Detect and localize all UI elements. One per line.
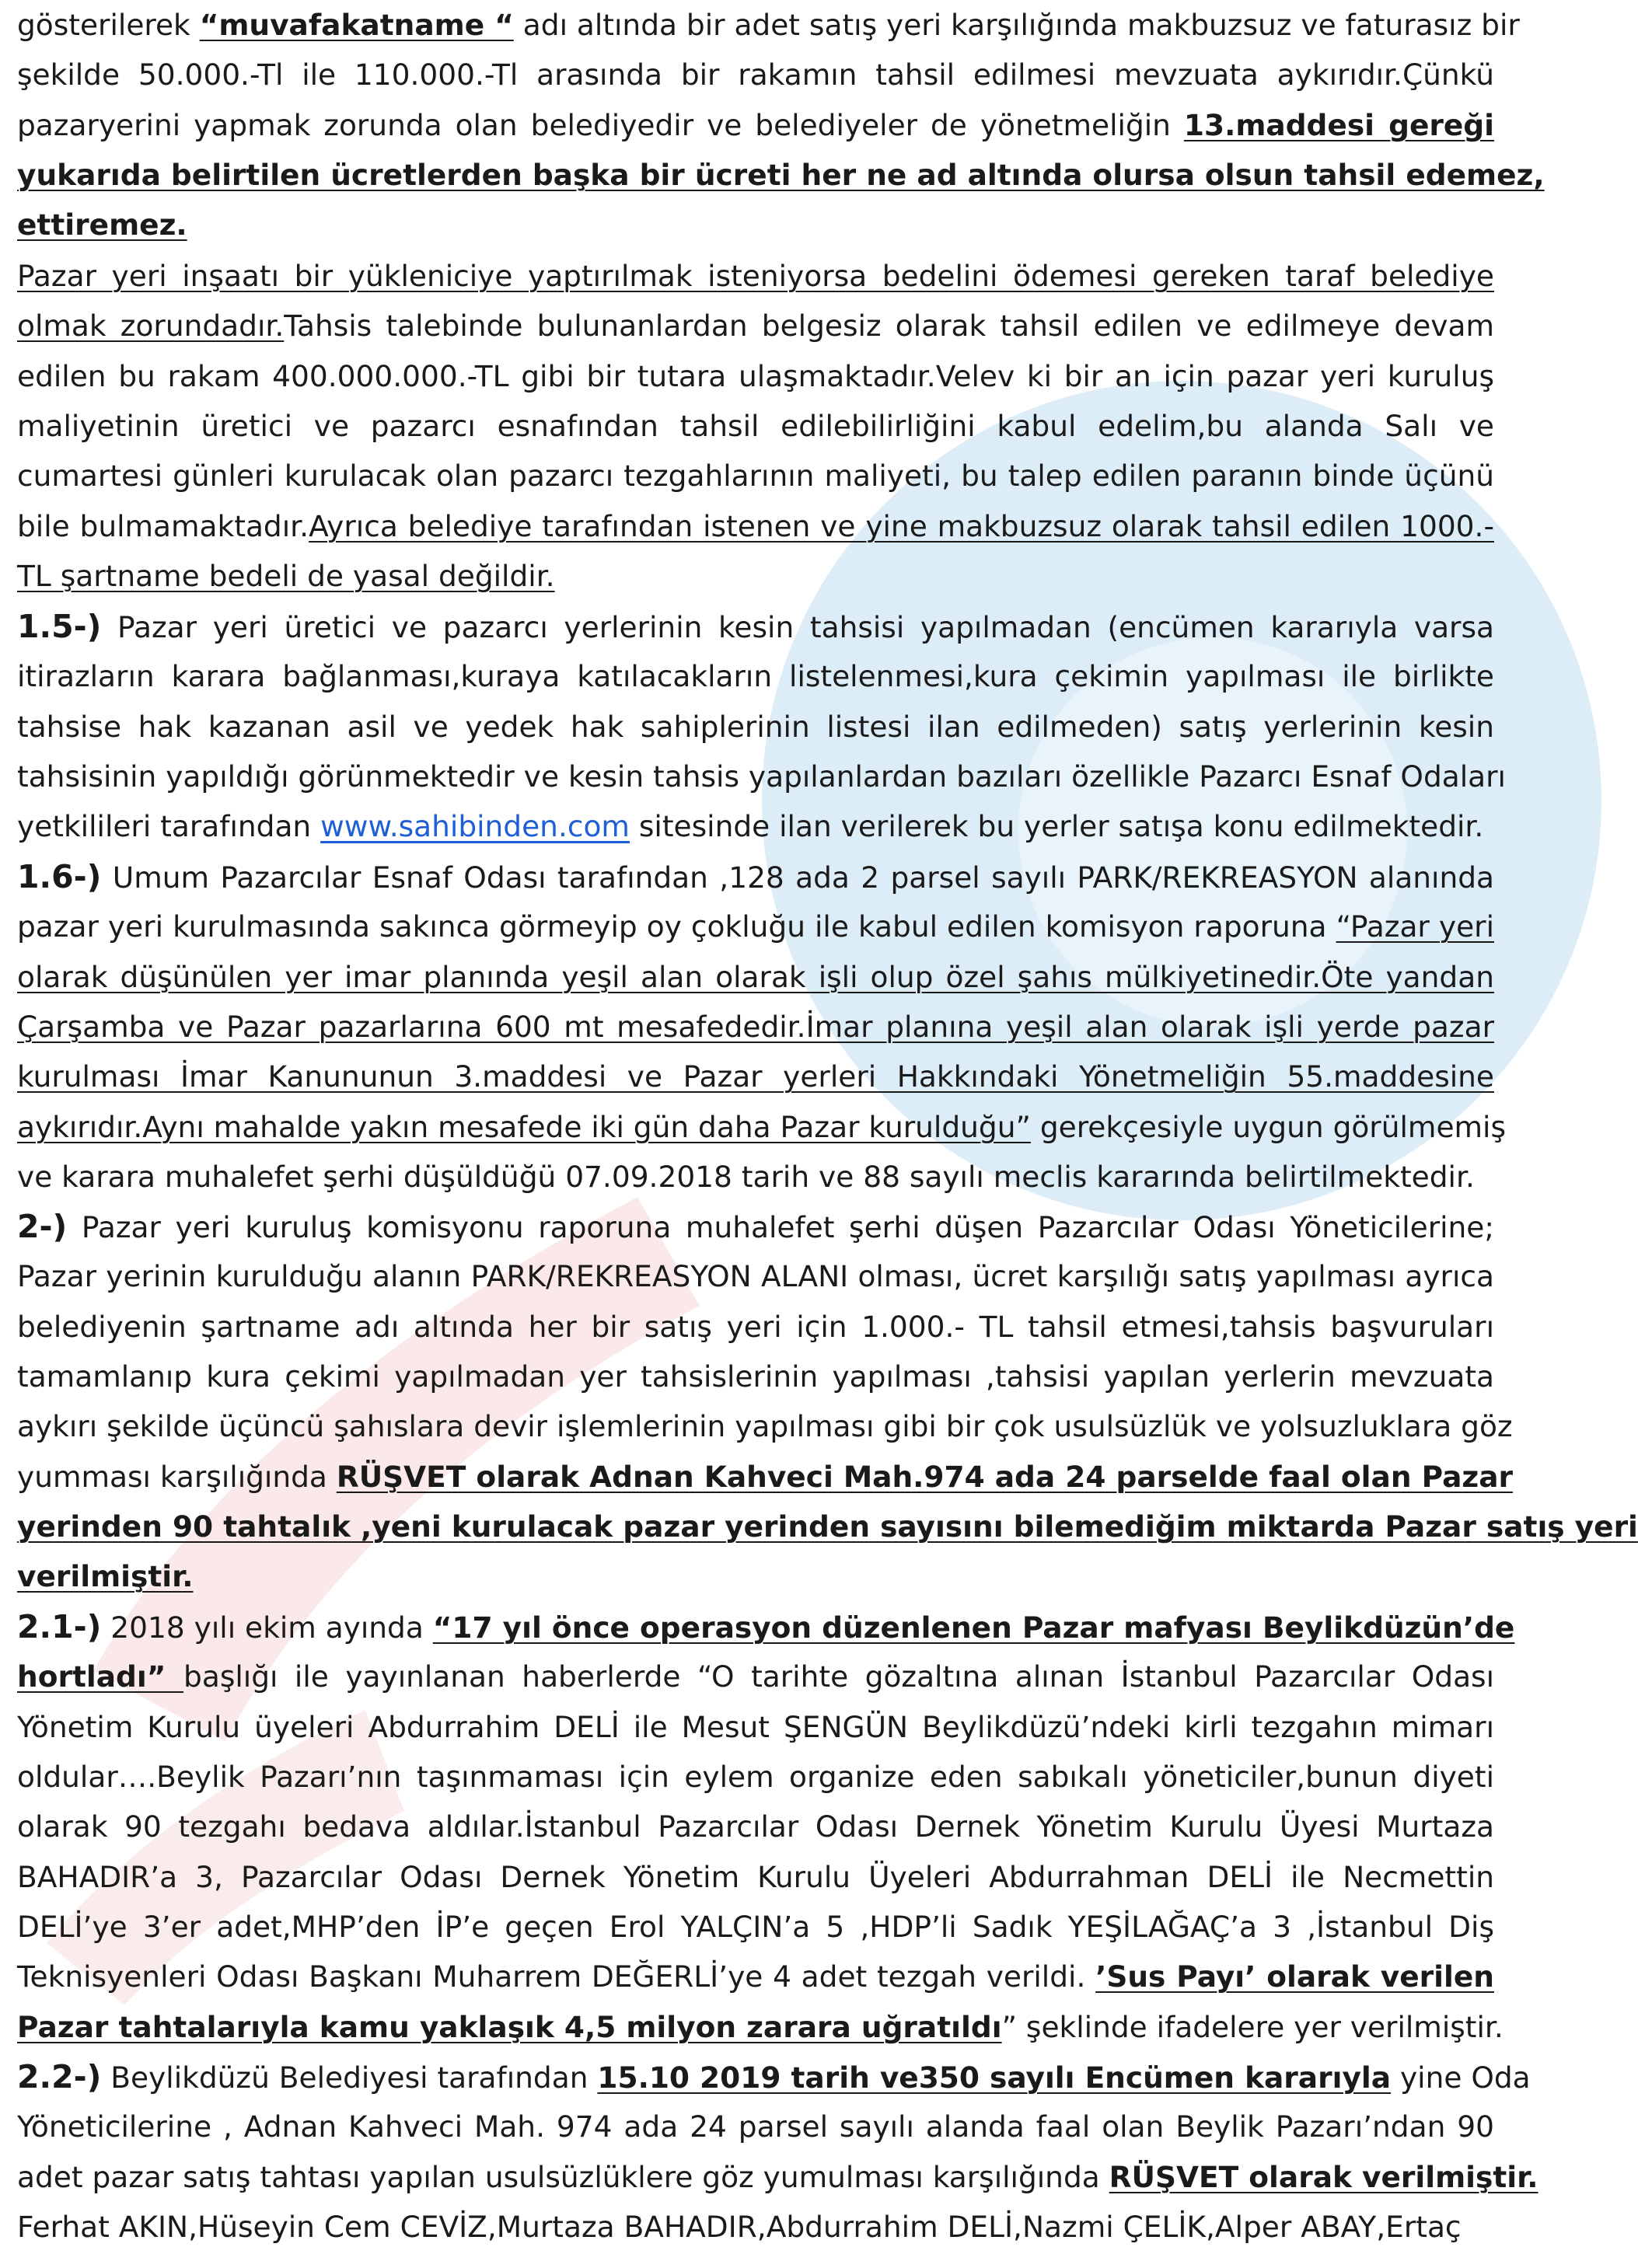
text-line (17, 351, 1494, 401)
text-line (17, 1102, 1506, 1152)
section-number: 2.2-) (17, 2058, 102, 2095)
text-line (17, 1852, 1494, 1902)
text-run: yine Oda (1391, 2060, 1531, 2095)
text-run: Pazar yeri inşaatı bir yükleniciye yaptırılmak isteniyorsa bedelini ödemesi gereken taraf belediye (17, 259, 1494, 293)
paragraph-2 (17, 1202, 1638, 1602)
text-line (17, 1952, 1494, 2001)
text-run: “Pazar yeri (1336, 909, 1494, 944)
paragraph-2-1 (17, 1602, 1515, 2052)
text-run: adet pazar satış tahtası yapılan usulsüzlüklere göz yumulması karşılığında (17, 2159, 1109, 2194)
text-line (17, 1452, 1513, 1502)
text-run: 13.maddesi gereği (1183, 107, 1495, 142)
text-run: RÜŞVET olarak verilmiştir. (1109, 2159, 1538, 2194)
text-line (17, 1251, 1494, 1301)
text-line (17, 1902, 1494, 1952)
text-run: ve karara muhalefet şerhi düşüldüğü 07.09.2018 tarih ve 88 sayılı meclis kararında belirtilmektedir. (17, 1160, 1475, 1195)
text-run: Umum Pazarcılar Esnaf Odası tarafından ,128 ada 2 parsel sayılı PARK/REKREASYON alanında (101, 860, 1494, 895)
text-run: olarak 90 tezgahı bedava aldılar.İstanbul Pazarcılar Odası Dernek Yönetim Kurulu Üyesi Murtaza (17, 1809, 1494, 1844)
paragraph-1-6 (17, 852, 1506, 1202)
text-run: Yönetim Kurulu üyeleri Abdurrahim DELİ ile Mesut ŞENGÜN Beylikdüzü’ndeki kirli tezgahın mimarı (17, 1709, 1494, 1744)
text-line (17, 200, 1494, 249)
text-run: şekilde 50.000.-Tl ile 110.000.-Tl arasında bir rakamın tahsil edilmesi mevzuata aykırıdır.Çünkü (17, 58, 1494, 92)
text-line (17, 1652, 1494, 1701)
text-run: gösterilerek (17, 8, 200, 42)
section-number: 1.5-) (17, 608, 102, 645)
text-line (17, 602, 1494, 651)
text-run: kurulması İmar Kanununun 3.maddesi ve Pazar yerleri Hakkındaki Yönetmeliğin 55.maddesine (17, 1059, 1494, 1094)
text-line (17, 501, 1494, 551)
text-line (17, 2052, 1531, 2102)
text-line (17, 1002, 1494, 1052)
text-run: 2018 yılı ekim ayında (101, 1610, 433, 1645)
text-line (17, 1551, 1494, 1601)
text-run: yetkilileri tarafından (17, 809, 321, 844)
text-line (17, 0, 1520, 50)
text-line (17, 100, 1494, 150)
text-line (17, 801, 1494, 851)
text-run: ettiremez. (17, 208, 187, 243)
text-run: TL şartname bedeli de yasal değildir. (17, 559, 555, 594)
text-line (17, 902, 1494, 951)
text-run: cumartesi günleri kurulacak olan pazarcı tezgahlarının maliyeti, bu talep edilen paranın binde üçünü (17, 459, 1494, 494)
section-number: 2-) (17, 1208, 68, 1245)
text-run: tamamlanıp kura çekimi yapılmadan yer tahsislerinin yapılması ,tahsisi yapılan yerlerin mevzuata (17, 1359, 1494, 1394)
paragraph-intro (17, 0, 1545, 250)
text-line (17, 1602, 1515, 1652)
text-line (17, 1202, 1494, 1251)
text-run: Ayrıca belediye tarafından istenen ve yine makbuzsuz olarak tahsil edilen 1000.- (309, 508, 1494, 543)
text-line (17, 2152, 1538, 2202)
text-run: Pazar yerinin kurulduğu alanın PARK/REKREASYON ALANI olması, ücret karşılığı satış yapılması ayrıca (17, 1259, 1494, 1294)
paragraph-1-5 (17, 602, 1506, 852)
text-run: verilmiştir. (17, 1559, 194, 1594)
text-run: Pazar tahtalarıyla kamu yaklaşık 4,5 milyon zarara uğratıldı (17, 2009, 1002, 2044)
text-line (17, 251, 1494, 301)
text-line (17, 50, 1494, 99)
paragraph-construction (17, 251, 1494, 601)
text-line (17, 1152, 1494, 1202)
text-run: “17 yıl önce operasyon düzenlenen Pazar mafyası Beylikdüzün’de (432, 1610, 1515, 1645)
text-run: ” şeklinde ifadelere yer verilmiştir. (1001, 2009, 1504, 2044)
text-line (17, 1752, 1494, 1802)
section-number: 1.6-) (17, 858, 102, 895)
website-link[interactable]: www.sahibinden.com (320, 809, 630, 844)
text-line (17, 2102, 1494, 2151)
text-run: RÜŞVET olarak Adnan Kahveci Mah.974 ada 24 parselde faal olan Pazar (336, 1459, 1513, 1494)
text-run: Ferhat AKIN,Hüseyin Cem CEVİZ,Murtaza BAHADIR,Abdurrahim DELİ,Nazmi ÇELİK,Alper ABAY,Ertaç (17, 2210, 1462, 2245)
section-number: 2.1-) (17, 1608, 102, 1645)
paragraph-2-2 (17, 2052, 1538, 2252)
text-line (17, 1302, 1494, 1352)
text-run: belediyenin şartname adı altında her bir satış yeri için 1.000.- TL tahsil etmesi,tahsis başvuruları (17, 1309, 1494, 1344)
text-line (17, 702, 1494, 752)
text-run: Pazar yeri kuruluş komisyonu raporuna muhalefet şerhi düşen Pazarcılar Odası Yöneticilerine; (67, 1210, 1494, 1244)
text-line (17, 2202, 1494, 2252)
text-run: yukarıda belirtilen ücretlerden başka bir ücreti her ne ad altında olursa olsun tahsil edemez, (17, 158, 1545, 193)
text-run: Teknisyenleri Odası Başkanı Muharrem DEĞERLİ’ye 4 adet tezgah verildi. (17, 1959, 1096, 1994)
text-run: maliyetinin üretici ve pazarcı esnafından tahsil edilebilirliğini kabul edelim,bu alanda Salı ve (17, 409, 1494, 444)
text-line (17, 451, 1494, 501)
text-run: oldular….Beylik Pazarı’nın taşınmaması için eylem organize eden sabıkalı yöneticiler,bunun diyeti (17, 1760, 1494, 1795)
text-run: yumması karşılığında (17, 1459, 337, 1494)
text-line (17, 752, 1506, 801)
text-run: tahsisinin yapıldığı görünmektedir ve kesin tahsis yapılanlardan bazıları özellikle Pazarcı Esnaf Odaları (17, 759, 1506, 794)
text-run: adı altında bir adet satış yeri karşılığında makbuzsuz ve faturasız bir (513, 8, 1520, 42)
text-run: edilen bu rakam 400.000.000.-TL gibi bir tutara ulaşmaktadır.Velev ki bir an için pazar yeri kuruluş (17, 358, 1494, 393)
text-line (17, 852, 1494, 902)
text-run: Yöneticilerine , Adnan Kahveci Mah. 974 ada 24 parsel sayılı alanda faal olan Beylik Pazarı’ndan 90 (17, 2109, 1494, 2144)
text-line (17, 952, 1494, 1002)
text-run: Pazar yeri üretici ve pazarcı yerlerinin kesin tahsisi yapılmadan (encümen kararıyla varsa (101, 610, 1494, 644)
text-run: Çarşamba ve Pazar pazarlarına 600 mt mesafededir.İmar planına yeşil alan olarak işli yerde pazar (17, 1010, 1494, 1045)
text-run: pazar yeri kurulmasında sakınca görmeyip oy çokluğu ile kabul edilen komisyon raporuna (17, 909, 1336, 944)
text-run: itirazların karara bağlanması,kuraya katılacakların listelenmesi,kura çekimin yapılması ile birlikte (17, 659, 1494, 694)
text-run: DELİ’ye 3’er adet,MHP’den İP’e geçen Erol YALÇIN’a 5 ,HDP’li Sadık YEŞİLAĞAÇ’a 3 ,İstanbul Diş (17, 1910, 1494, 1945)
text-run: olmak zorundadır. (17, 309, 285, 344)
text-run: BAHADIR’a 3, Pazarcılar Odası Dernek Yönetim Kurulu Üyeleri Abdurrahman DELİ ile Necmettin (17, 1859, 1494, 1894)
text-line (17, 1401, 1513, 1451)
text-line (17, 2002, 1504, 2052)
text-run: olarak düşünülen yer imar planında yeşil alan olarak işli olup özel şahıs mülkiyetinedir.Öte yandan (17, 959, 1494, 994)
text-line (17, 1502, 1638, 1551)
text-line (17, 1352, 1494, 1401)
text-line (17, 401, 1494, 451)
text-line (17, 150, 1545, 200)
text-line (17, 651, 1494, 701)
text-run: başlığı ile yayınlanan haberlerde “O tarihte gözaltına alınan İstanbul Pazarcılar Odası (183, 1659, 1495, 1694)
text-run: aykırıdır.Aynı mahalde yakın mesafede iki gün daha Pazar kurulduğu” (17, 1109, 1031, 1144)
text-run: gerekçesiyle uygun görülmemiş (1030, 1109, 1506, 1144)
text-run: hortladı” (17, 1659, 184, 1694)
text-line (17, 551, 1494, 601)
text-run: ’Sus Payı’ olarak verilen (1095, 1959, 1494, 1994)
text-run: tahsise hak kazanan asil ve yedek hak sahiplerinin listesi ilan edilmeden) satış yerlerinin kesin (17, 709, 1494, 744)
text-line (17, 1052, 1494, 1101)
text-run: sitesinde ilan verilerek bu yerler satışa konu edilmektedir. (629, 809, 1484, 844)
text-run: pazaryerini yapmak zorunda olan belediyedir ve belediyeler de yönetmeliğin (17, 107, 1184, 142)
text-run: 15.10 2019 tarih ve350 sayılı Encümen kararıyla (597, 2060, 1392, 2095)
text-line (17, 1702, 1494, 1752)
text-line (17, 1802, 1494, 1851)
text-run: Tahsis talebinde bulunanlardan belgesiz olarak tahsil edilen ve edilmeye devam (284, 309, 1494, 344)
text-run: aykırı şekilde üçüncü şahıslara devir işlemlerinin yapılması gibi bir çok usulsüzlük ve yolsuzluklara göz (17, 1409, 1513, 1444)
text-run: yerinden 90 tahtalık ,yeni kurulacak pazar yerinden sayısını bilemediğim miktarda Pazar satış yeri (17, 1509, 1638, 1544)
text-run: “muvafakatname “ (199, 8, 514, 42)
text-run: Beylikdüzü Belediyesi tarafından (101, 2060, 598, 2095)
text-run: bile bulmamaktadır. (17, 508, 309, 543)
text-line (17, 301, 1494, 351)
